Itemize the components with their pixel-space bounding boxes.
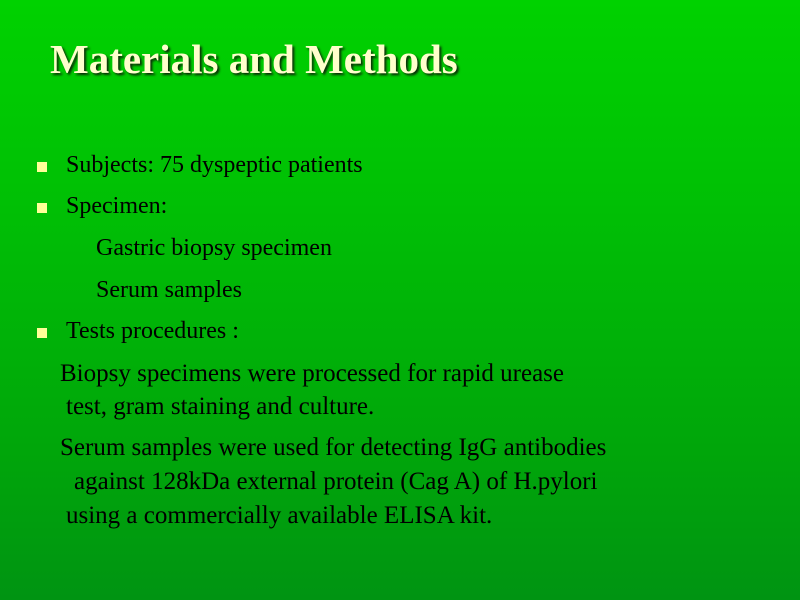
bullet-tests-procedures: Tests procedures :: [66, 318, 239, 344]
paragraph-line: Biopsy specimens were processed for rapid urease: [60, 360, 564, 387]
bullet-subjects: Subjects: 75 dyspeptic patients: [66, 152, 363, 178]
paragraph-line: using a commercially available ELISA kit.: [66, 502, 493, 529]
slide-title: Materials and Methods: [50, 36, 458, 82]
paragraph-line: test, gram staining and culture.: [66, 393, 375, 420]
bullet-marker: [37, 203, 47, 213]
bullet-marker: [37, 162, 47, 172]
paragraph-line: against 128kDa external protein (Cag A) of H.pylori: [74, 468, 598, 495]
bullet-specimen: Specimen:: [66, 193, 168, 219]
paragraph-line: Serum samples were used for detecting IgG antibodies: [60, 434, 607, 461]
subitem-serum-samples: Serum samples: [96, 277, 242, 303]
subitem-gastric-biopsy: Gastric biopsy specimen: [96, 235, 332, 261]
bullet-marker: [37, 328, 47, 338]
